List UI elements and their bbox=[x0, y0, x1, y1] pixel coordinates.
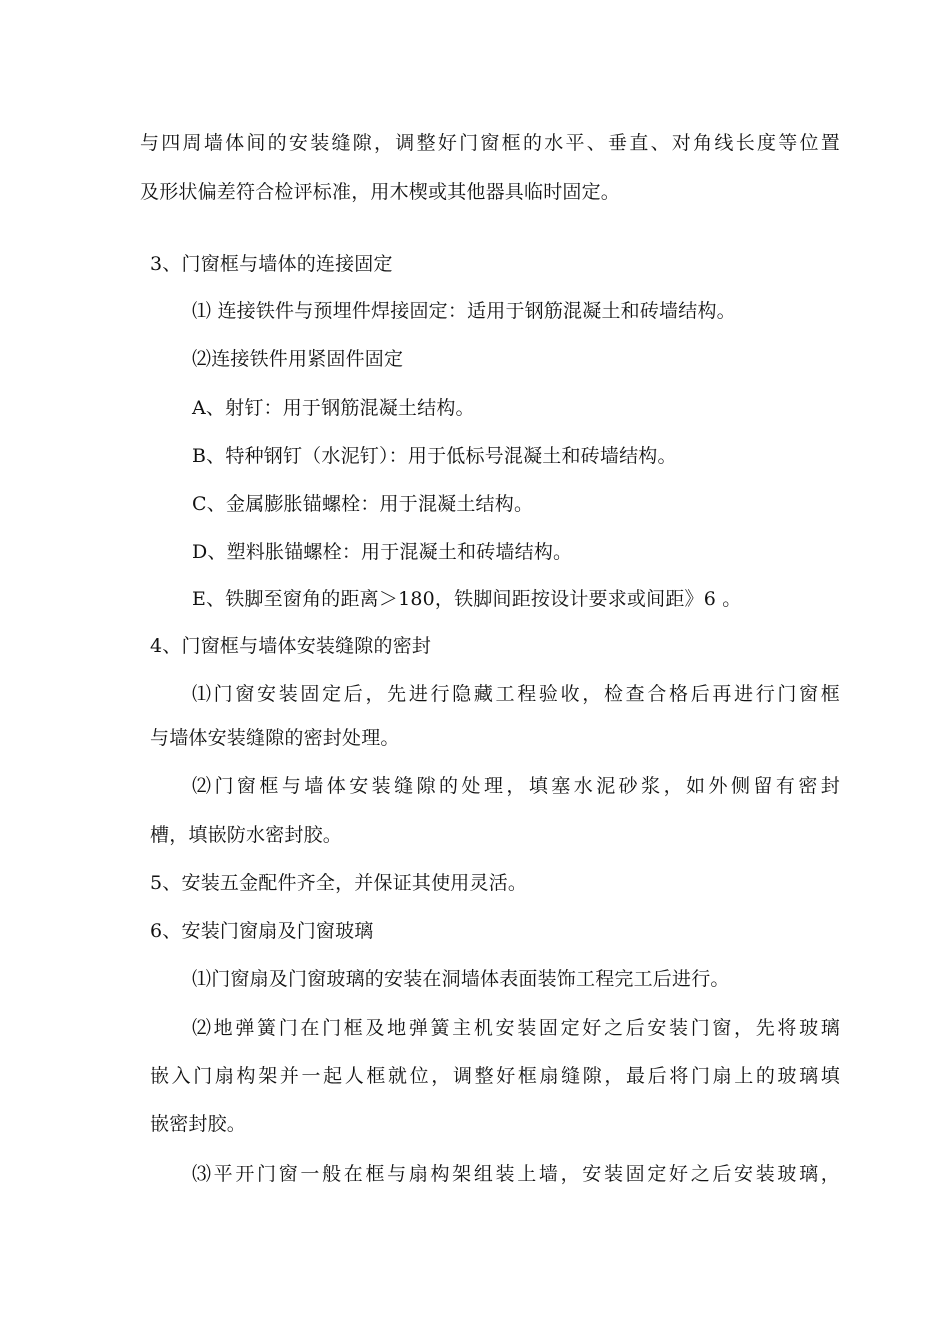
paragraph-line: 及形状偏差符合检评标准，用木楔或其他器具临时固定。 bbox=[140, 181, 621, 203]
list-item: C、金属膨胀锚螺栓：用于混凝土结构。 bbox=[192, 493, 534, 515]
list-item: B、特种钢钉（水泥钉）：用于低标号混凝土和砖墙结构。 bbox=[192, 445, 677, 467]
section-heading: 6、安装门窗扇及门窗玻璃 bbox=[150, 920, 374, 942]
section-heading: 5、安装五金配件齐全，并保证其使用灵活。 bbox=[150, 872, 528, 894]
list-item: ⑴门窗扇及门窗玻璃的安装在洞墙体表面装饰工程完工后进行。 bbox=[192, 968, 730, 990]
section-heading: 3、门窗框与墙体的连接固定 bbox=[150, 253, 393, 275]
list-item: A、射钉：用于钢筋混凝土结构。 bbox=[192, 397, 475, 419]
section-heading: 4、门窗框与墙体安装缝隙的密封 bbox=[150, 635, 432, 657]
list-item: D、塑料胀锚螺栓：用于混凝土和砖墙结构。 bbox=[192, 541, 573, 563]
paragraph-line: ⑵地弹簧门在门框及地弹簧主机安装固定好之后安装门窗，先将玻璃 bbox=[192, 1017, 840, 1039]
paragraph-line: 与墙体安装缝隙的密封处理。 bbox=[150, 727, 400, 749]
paragraph-line: ⑶平开门窗一般在框与扇构架组装上墙，安装固定好之后安装玻璃， bbox=[192, 1163, 840, 1185]
list-item: E、铁脚至窗角的距离＞180，铁脚间距按设计要求或间距》6 。 bbox=[192, 588, 742, 610]
paragraph-line: 嵌密封胶。 bbox=[150, 1113, 247, 1135]
paragraph-line: 与四周墙体间的安装缝隙，调整好门窗框的水平、垂直、对角线长度等位置 bbox=[140, 132, 840, 154]
paragraph-line: 槽，填嵌防水密封胶。 bbox=[150, 824, 343, 846]
paragraph-line: 嵌入门扇构架并一起人框就位，调整好框扇缝隙，最后将门扇上的玻璃填 bbox=[150, 1065, 840, 1087]
list-item: ⑴ 连接铁件与预埋件焊接固定：适用于钢筋混凝土和砖墙结构。 bbox=[192, 300, 736, 322]
list-item: ⑵连接铁件用紧固件固定 bbox=[192, 348, 404, 370]
paragraph-line: ⑴门窗安装固定后，先进行隐藏工程验收，检查合格后再进行门窗框 bbox=[192, 683, 840, 705]
paragraph-line: ⑵门窗框与墙体安装缝隙的处理，填塞水泥砂浆，如外侧留有密封 bbox=[192, 775, 840, 797]
